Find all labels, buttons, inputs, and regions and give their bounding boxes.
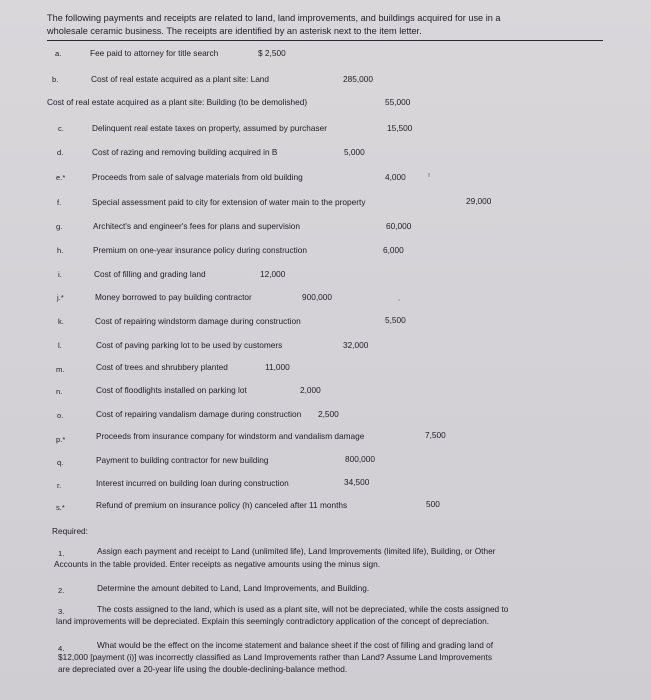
item-letter: f. [57, 198, 62, 207]
question-line: Accounts in the table provided. Enter receipts as negative amounts using the minus sign. [54, 559, 381, 569]
item-letter: d. [57, 148, 64, 157]
item-amount: 32,000 [343, 340, 369, 350]
question-line: What would be the effect on the income statement and balance sheet if the cost of filling and grading land of [97, 640, 494, 650]
item-amount: 34,500 [344, 477, 370, 487]
item-letter: i. [58, 270, 62, 279]
item-text: Cost of paving parking lot to be used by customers [96, 340, 283, 350]
item-amount: 2,000 [300, 385, 321, 395]
item-amount: 4,000 [385, 172, 406, 182]
item-letter: o. [57, 411, 64, 420]
item-text: Refund of premium on insurance policy (h) canceled after 11 months [96, 500, 348, 510]
item-text: Architect's and engineer's fees for plans and supervision [93, 221, 301, 231]
item-amount: 60,000 [386, 221, 412, 231]
item-letter: k. [58, 317, 64, 326]
item-amount: 285,000 [343, 74, 373, 84]
intro-underline [47, 40, 603, 41]
item-amount: 29,000 [466, 196, 492, 206]
item-amount: 500 [426, 499, 440, 509]
item-amount: 5,500 [385, 315, 406, 325]
item-letter: h. [57, 246, 64, 255]
item-letter: r. [57, 481, 62, 490]
item-amount: 5,000 [344, 147, 365, 157]
question-number: 1. [58, 549, 65, 558]
item-text: Special assessment paid to city for extension of water main to the property [92, 197, 366, 207]
item-amount: 55,000 [385, 97, 411, 107]
item-letter: q. [57, 458, 64, 467]
question-number: 3. [58, 607, 65, 616]
item-amount: 900,000 [302, 292, 332, 302]
question-line: land improvements will be depreciated. Explain this seemingly contradictory application of the concept of depreciation. [56, 616, 490, 626]
question-line: are depreciated over a 20-year life using the double-declining-balance method. [58, 664, 348, 674]
item-text: Proceeds from insurance company for windstorm and vandalism damage [96, 431, 365, 441]
item-amount: 6,000 [383, 245, 404, 255]
question-line: $12,000 [payment (i)] was incorrectly classified as Land Improvements rather than Land? Assume Land Improvements [58, 652, 492, 662]
intro-line-2: wholesale ceramic business. The receipts are identified by an asterisk next to the item letter. [47, 26, 422, 36]
intro-line-1: The following payments and receipts are related to land, land improvements, and buildings acquired for use in a [47, 13, 501, 23]
question-number: 4. [58, 644, 65, 653]
item-text: Money borrowed to pay building contractor [95, 292, 252, 302]
question-line: Assign each payment and receipt to Land (unlimited life), Land Improvements (limited life), Building, or Other [97, 546, 496, 556]
item-amount: 15,500 [387, 123, 413, 133]
item-letter: g. [56, 222, 63, 231]
item-letter: m. [56, 365, 65, 374]
item-amount: 800,000 [345, 454, 375, 464]
item-amount: $ 2,500 [258, 48, 286, 58]
item-letter: b. [52, 75, 59, 84]
question-line: Determine the amount debited to Land, Land Improvements, and Building. [97, 583, 370, 593]
item-letter: e.* [56, 173, 66, 182]
item-amount: 7,500 [425, 430, 446, 440]
item-letter: p.* [56, 435, 66, 444]
item-text: Cost of real estate acquired as a plant site: Land [91, 74, 270, 84]
item-text: Interest incurred on building loan during construction [96, 478, 289, 488]
item-text: Cost of floodlights installed on parking lot [96, 385, 247, 395]
item-text: Cost of real estate acquired as a plant site: Building (to be demolished) [47, 97, 308, 107]
question-line: The costs assigned to the land, which is used as a plant site, will not be depreciated, while the costs assigned to [97, 604, 509, 614]
item-text: Delinquent real estate taxes on property, assumed by purchaser [92, 123, 328, 133]
item-text: Fee paid to attorney for title search [90, 48, 219, 58]
item-text: Cost of filling and grading land [94, 269, 206, 279]
item-letter: l. [58, 341, 62, 350]
item-letter: n. [56, 387, 63, 396]
item-letter: a. [55, 49, 62, 58]
item-text: Cost of repairing windstorm damage during construction [95, 316, 301, 326]
item-amount: 2,500 [318, 409, 339, 419]
item-letter: j.* [57, 293, 64, 302]
item-text: Payment to building contractor for new building [96, 455, 269, 465]
item-amount: 12,000 [260, 269, 286, 279]
pen-mark: , [398, 295, 400, 302]
item-letter: s.* [56, 503, 65, 512]
item-text: Cost of trees and shrubbery planted [96, 362, 228, 372]
item-text: Cost of repairing vandalism damage during construction [96, 409, 302, 419]
question-number: 2. [58, 586, 65, 595]
item-letter: c. [58, 124, 64, 133]
item-text: Proceeds from sale of salvage materials from old building [92, 172, 303, 182]
item-text: Premium on one-year insurance policy during construction [93, 245, 307, 255]
pen-mark: ı [428, 172, 430, 179]
required-label: Required: [52, 526, 88, 536]
item-amount: 11,000 [265, 362, 290, 372]
item-text: Cost of razing and removing building acquired in B [92, 147, 278, 157]
